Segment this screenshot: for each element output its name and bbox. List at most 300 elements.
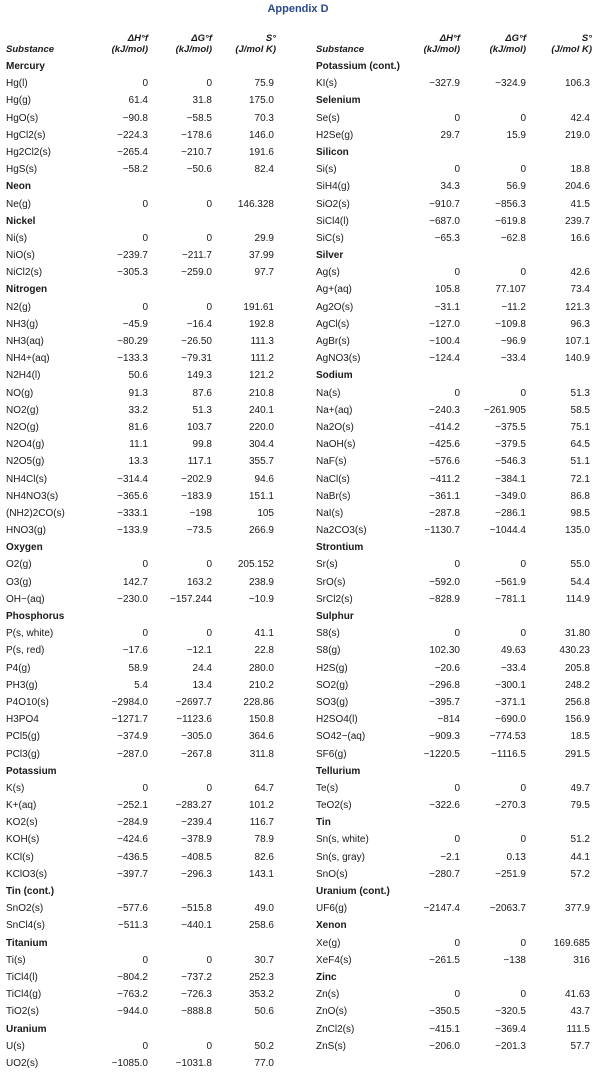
dh-cell: −511.3 <box>117 920 148 932</box>
dh-cell: 0 <box>454 387 460 399</box>
dh-cell: −365.6 <box>117 490 148 502</box>
s-cell: 78.9 <box>254 834 274 846</box>
dg-cell: −26.50 <box>181 336 212 347</box>
substance-cell: Te(s) <box>316 782 339 794</box>
s-cell: 55.0 <box>570 559 590 571</box>
table-row <box>6 1003 278 1020</box>
dg-cell: −378.9 <box>181 834 212 846</box>
dg-cell: 0 <box>206 1040 212 1052</box>
substance-cell: SO3(g) <box>316 696 349 708</box>
table-row <box>316 591 592 608</box>
dg-cell: −408.5 <box>181 851 212 863</box>
dg-cell: −211.7 <box>181 250 212 262</box>
substance-cell: Ne(g) <box>6 198 32 210</box>
s-cell: 44.1 <box>570 851 590 863</box>
substance-cell: KO2(s) <box>6 817 38 829</box>
s-cell: 49.0 <box>254 903 274 915</box>
table-row <box>316 488 592 505</box>
substance-cell: NaOH(s) <box>316 439 356 451</box>
dh-cell: −296.8 <box>429 679 460 691</box>
dg-cell: 0 <box>520 559 526 571</box>
s-cell: 191.6 <box>248 146 274 158</box>
dg-cell: −239.4 <box>181 817 212 829</box>
substance-cell: ZnO(s) <box>316 1006 348 1018</box>
dg-cell: −2697.7 <box>175 696 212 708</box>
substance-cell: OH−(aq) <box>6 593 45 605</box>
table-row <box>316 385 592 402</box>
table-row <box>6 453 278 470</box>
table-row <box>6 247 278 264</box>
dg-cell: −1044.4 <box>489 525 526 537</box>
header-substance: Substance <box>316 44 365 55</box>
table-row <box>6 1055 278 1072</box>
dg-cell: 15.9 <box>506 129 526 141</box>
table-row <box>316 866 592 883</box>
dh-cell: 0 <box>454 559 460 571</box>
table-row <box>6 591 278 608</box>
s-cell: 240.1 <box>248 404 274 416</box>
substance-cell: KOH(s) <box>6 834 40 846</box>
s-cell: 54.4 <box>570 576 590 588</box>
table-row <box>6 849 278 866</box>
dh-cell: 0 <box>454 989 460 1001</box>
s-cell: 228.86 <box>243 696 274 708</box>
dh-cell: −280.7 <box>429 868 460 880</box>
dg-cell: 0 <box>206 628 212 640</box>
dg-cell: 0 <box>520 937 526 949</box>
dh-cell: −90.8 <box>122 112 148 124</box>
table-row <box>6 969 278 986</box>
section-heading: Oxygen <box>6 542 43 554</box>
table-row <box>6 660 278 677</box>
table-row <box>316 333 592 350</box>
section-heading: Tellurium <box>316 765 361 777</box>
s-cell: 51.1 <box>570 456 590 468</box>
dh-cell: −230.0 <box>117 593 148 605</box>
substance-cell: N2O4(g) <box>6 439 45 451</box>
table-row <box>6 196 278 213</box>
dh-cell: 0 <box>142 628 148 640</box>
s-cell: 210.2 <box>248 679 274 691</box>
dh-cell: 50.6 <box>128 370 148 382</box>
dg-cell: 87.6 <box>192 387 212 399</box>
dh-cell: 61.4 <box>128 95 148 107</box>
substance-cell: UF6(g) <box>316 903 348 915</box>
table-row <box>6 952 278 969</box>
s-cell: 239.7 <box>564 215 590 227</box>
s-cell: 205.152 <box>237 559 274 571</box>
substance-cell: NO2(g) <box>6 404 39 416</box>
dg-cell: −96.9 <box>500 336 526 347</box>
s-cell: 238.9 <box>248 576 274 588</box>
table-row <box>6 625 278 642</box>
s-cell: 169.685 <box>553 937 590 949</box>
section-heading: Uranium (cont.) <box>316 886 390 897</box>
dh-cell: −577.6 <box>117 903 148 915</box>
s-cell: 18.8 <box>570 164 590 176</box>
dg-cell: −267.8 <box>181 748 212 760</box>
header-s: S° (J/mol K) <box>235 33 276 55</box>
substance-cell: H2SO4(l) <box>316 714 358 726</box>
dg-cell: −726.3 <box>181 989 212 1001</box>
s-cell: 106.3 <box>564 78 590 90</box>
table-row <box>6 110 278 127</box>
table-row <box>6 642 278 659</box>
dg-cell: 0 <box>206 78 212 90</box>
substance-cell: O2(g) <box>6 559 32 571</box>
table-row <box>316 75 592 92</box>
substance-cell: Sn(s, white) <box>316 834 369 846</box>
s-cell: 29.9 <box>254 232 274 244</box>
dg-cell: −16.4 <box>186 318 212 330</box>
s-cell: 111.2 <box>250 353 274 365</box>
s-cell: 37.99 <box>248 250 274 262</box>
s-cell: 94.6 <box>254 473 274 485</box>
table-row <box>6 831 278 848</box>
table-header <box>316 30 592 58</box>
dg-cell: 0 <box>206 559 212 571</box>
table-row <box>6 1038 278 1055</box>
section-heading: Uranium <box>6 1023 47 1035</box>
dg-cell: −781.1 <box>495 593 526 605</box>
dh-cell: −133.3 <box>117 353 148 365</box>
dg-cell: −324.9 <box>495 78 526 90</box>
dg-cell: 24.4 <box>192 662 212 674</box>
substance-cell: SO42−(aq) <box>316 731 366 743</box>
s-cell: 258.6 <box>248 920 274 932</box>
dh-cell: −361.1 <box>429 490 460 502</box>
section-heading: Selenium <box>316 95 361 107</box>
dh-cell: −687.0 <box>429 215 460 227</box>
table-row <box>316 264 592 281</box>
substance-cell: S8(g) <box>316 645 341 657</box>
dh-cell: 0 <box>454 112 460 124</box>
table-row <box>6 161 278 178</box>
dh-cell: −333.1 <box>117 507 148 519</box>
section-heading: Mercury <box>6 61 45 72</box>
substance-cell: Si(s) <box>316 164 337 176</box>
s-cell: 51.3 <box>570 387 590 399</box>
substance-cell: TiCl4(g) <box>6 989 42 1001</box>
table-row <box>316 900 592 917</box>
dg-cell: −369.4 <box>495 1023 526 1035</box>
dg-cell: −283.27 <box>175 800 212 812</box>
dg-cell: 56.9 <box>506 181 526 193</box>
dh-cell: 0 <box>142 782 148 794</box>
dh-cell: −284.9 <box>117 817 148 829</box>
table-row <box>6 436 278 453</box>
substance-cell: SiC(s) <box>316 232 344 244</box>
dh-cell: −327.9 <box>429 78 460 90</box>
s-cell: 256.8 <box>564 696 590 708</box>
substance-cell: KCl(s) <box>6 851 34 863</box>
dg-cell: −202.9 <box>181 473 212 485</box>
table-row <box>316 453 592 470</box>
s-cell: 121.2 <box>248 370 274 382</box>
dh-cell: −252.1 <box>117 800 148 812</box>
table-row <box>6 522 278 539</box>
header-dg: ΔG°f (kJ/mol) <box>175 33 212 55</box>
dg-cell: 0 <box>520 387 526 399</box>
substance-cell: K+(aq) <box>6 800 37 812</box>
table-row <box>6 402 278 419</box>
section-heading: Potassium <box>6 765 57 777</box>
substance-cell: P(s, red) <box>6 645 45 657</box>
table-row <box>6 230 278 247</box>
substance-cell: (NH2)2CO(s) <box>6 507 65 519</box>
dh-cell: −65.3 <box>434 232 460 244</box>
substance-cell: SnCl4(s) <box>6 920 45 932</box>
substance-cell: NaF(s) <box>316 456 347 468</box>
dh-cell: 0 <box>454 834 460 846</box>
table-row <box>316 522 592 539</box>
dg-cell: −2063.7 <box>489 903 526 915</box>
dh-cell: 0 <box>142 1040 148 1052</box>
substance-cell: Ni(s) <box>6 232 28 244</box>
substance-cell: HgO(s) <box>6 112 39 124</box>
section-heading: Zinc <box>316 971 337 983</box>
table-row <box>316 711 592 728</box>
table-row <box>6 814 278 831</box>
dg-cell: −737.2 <box>181 971 212 983</box>
substance-cell: N2O(g) <box>6 421 39 433</box>
dg-cell: 0 <box>520 267 526 279</box>
s-cell: 111.3 <box>250 336 274 347</box>
dh-cell: 58.9 <box>128 662 148 674</box>
s-cell: 43.7 <box>570 1006 590 1018</box>
dh-cell: −576.6 <box>429 456 460 468</box>
table-row <box>316 178 592 195</box>
table-row <box>6 780 278 797</box>
dh-cell: −1130.7 <box>424 525 460 537</box>
s-cell: 377.9 <box>564 903 590 915</box>
dh-cell: −20.6 <box>434 662 460 674</box>
s-cell: 18.5 <box>570 731 590 743</box>
substance-cell: P4(g) <box>6 662 31 674</box>
substance-cell: Hg2Cl2(s) <box>6 146 52 158</box>
table-row <box>6 556 278 573</box>
dg-cell: −286.1 <box>495 507 526 519</box>
dg-cell: −251.9 <box>495 868 526 880</box>
substance-cell: HgS(s) <box>6 164 38 176</box>
dh-cell: 105.8 <box>434 284 460 296</box>
dh-cell: 5.4 <box>134 679 148 691</box>
table-row <box>6 144 278 161</box>
table-row <box>6 350 278 367</box>
table-row <box>316 797 592 814</box>
s-cell: 192.8 <box>248 318 274 330</box>
table-row <box>6 419 278 436</box>
dg-cell: −11.2 <box>501 301 526 313</box>
dh-cell: 0 <box>142 954 148 966</box>
substance-cell: SiCl4(l) <box>316 215 349 227</box>
dh-cell: −910.7 <box>429 198 460 210</box>
dh-cell: 81.6 <box>128 421 148 433</box>
dh-cell: −80.29 <box>117 336 148 347</box>
s-cell: 16.6 <box>570 232 590 244</box>
s-cell: 175.0 <box>248 95 274 107</box>
table-row <box>316 642 592 659</box>
dg-cell: −109.8 <box>495 318 526 330</box>
substance-cell: SrCl2(s) <box>316 593 353 605</box>
dh-cell: 0 <box>142 559 148 571</box>
s-cell: 41.63 <box>564 989 590 1001</box>
table-row <box>316 831 592 848</box>
section-heading: Nickel <box>6 215 36 227</box>
table-row <box>316 127 592 144</box>
dh-cell: −2.1 <box>440 851 460 863</box>
dh-cell: 0 <box>454 267 460 279</box>
substance-cell: HNO3(g) <box>6 525 47 537</box>
s-cell: 430.23 <box>559 645 590 657</box>
table-row <box>316 986 592 1003</box>
table-row <box>6 711 278 728</box>
section-heading: Sodium <box>316 370 353 382</box>
substance-cell: Ag+(aq) <box>316 284 352 296</box>
dh-cell: −322.6 <box>429 800 460 812</box>
dg-cell: −320.5 <box>495 1006 526 1018</box>
dg-cell: 0 <box>520 989 526 1001</box>
s-cell: 75.1 <box>570 421 590 433</box>
dh-cell: −374.9 <box>117 731 148 743</box>
dg-cell: 31.8 <box>192 95 212 107</box>
s-cell: 50.2 <box>254 1040 274 1052</box>
substance-cell: Na2CO3(s) <box>316 525 367 537</box>
section-heading: Tin <box>316 817 331 829</box>
dg-cell: 0 <box>206 198 212 210</box>
substance-cell: H2Se(g) <box>316 129 354 141</box>
table-row <box>316 677 592 694</box>
dg-cell: −375.5 <box>495 421 526 433</box>
dh-cell: 0 <box>454 628 460 640</box>
dh-cell: −828.9 <box>429 593 460 605</box>
dg-cell: −300.1 <box>495 679 526 691</box>
table-row <box>316 436 592 453</box>
dh-cell: −58.2 <box>122 164 148 176</box>
s-cell: 57.7 <box>570 1040 590 1052</box>
dg-cell: −270.3 <box>495 800 526 812</box>
s-cell: 51.2 <box>570 834 590 846</box>
substance-cell: NaCl(s) <box>316 473 350 485</box>
s-cell: 248.2 <box>564 679 590 691</box>
substance-cell: Hg(g) <box>6 95 32 107</box>
substance-cell: Na2O(s) <box>316 421 354 433</box>
table-row <box>6 900 278 917</box>
dg-cell: −33.4 <box>500 353 526 365</box>
s-cell: 353.2 <box>248 989 274 1001</box>
s-cell: 64.5 <box>570 439 590 451</box>
substance-cell: NaI(s) <box>316 507 344 519</box>
dg-cell: −305.0 <box>181 731 212 743</box>
substance-cell: TiO2(s) <box>6 1006 39 1018</box>
s-cell: 316 <box>573 954 590 966</box>
dg-cell: −515.8 <box>181 903 212 915</box>
table-body-right <box>316 58 592 1055</box>
table-row <box>6 866 278 883</box>
dg-cell: 49.63 <box>500 645 526 657</box>
s-cell: 143.1 <box>248 868 274 880</box>
table-row <box>6 127 278 144</box>
dg-cell: −183.9 <box>181 490 212 502</box>
table-row <box>316 505 592 522</box>
substance-cell: TiCl4(l) <box>6 971 38 983</box>
substance-cell: TeO2(s) <box>316 800 352 812</box>
table-row <box>316 213 592 230</box>
substance-cell: ZnS(s) <box>316 1040 346 1052</box>
dg-cell: 149.3 <box>186 370 212 382</box>
table-row <box>6 92 278 109</box>
dg-cell: −856.3 <box>495 198 526 210</box>
dg-cell: 163.2 <box>186 576 212 588</box>
substance-cell: SiH4(g) <box>316 181 350 193</box>
dh-cell: −224.3 <box>117 129 148 141</box>
dh-cell: 29.7 <box>440 129 460 141</box>
section-heading: Neon <box>6 181 31 193</box>
dg-cell: −138 <box>503 954 526 966</box>
s-cell: 135.0 <box>564 525 590 537</box>
table-body-left <box>6 58 278 1072</box>
s-cell: 121.3 <box>564 301 590 313</box>
table-row <box>6 694 278 711</box>
s-cell: 73.4 <box>570 284 590 296</box>
section-heading: Tin (cont.) <box>6 886 55 897</box>
s-cell: 151.1 <box>248 490 274 502</box>
substance-cell: Xe(g) <box>316 937 341 949</box>
dh-cell: 13.3 <box>128 456 148 468</box>
section-heading: Xenon <box>316 920 347 932</box>
table-row <box>316 110 592 127</box>
dg-cell: −1031.8 <box>175 1057 212 1069</box>
table-row <box>316 780 592 797</box>
table-row <box>316 281 592 298</box>
substance-cell: NH4NO3(s) <box>6 490 59 502</box>
s-cell: 98.5 <box>570 507 590 519</box>
s-cell: 210.8 <box>248 387 274 399</box>
dh-cell: −45.9 <box>122 318 148 330</box>
dh-cell: −133.9 <box>117 525 148 537</box>
s-cell: 114.9 <box>565 593 590 605</box>
section-heading: Silver <box>316 250 344 262</box>
s-cell: 49.7 <box>570 782 590 794</box>
substance-cell: Hg(l) <box>6 78 28 90</box>
substance-cell: O3(g) <box>6 576 32 588</box>
s-cell: 116.7 <box>249 817 274 829</box>
dg-cell: 0 <box>520 628 526 640</box>
dh-cell: 102.30 <box>429 645 460 657</box>
substance-cell: PCl3(g) <box>6 748 40 760</box>
dh-cell: −1220.5 <box>423 748 460 760</box>
s-cell: 101.2 <box>248 800 274 812</box>
dh-cell: 0 <box>454 937 460 949</box>
substance-cell: Sr(s) <box>316 559 338 571</box>
substance-cell: AgNO3(s) <box>316 353 361 365</box>
s-cell: 150.8 <box>248 714 274 726</box>
substance-cell: Na(s) <box>316 387 341 399</box>
s-cell: 41.1 <box>254 628 274 640</box>
dh-cell: 0 <box>454 164 460 176</box>
dg-cell: −178.6 <box>181 129 212 141</box>
substance-cell: NH4Cl(s) <box>6 473 48 485</box>
substance-cell: AgCl(s) <box>316 318 350 330</box>
s-cell: 50.6 <box>254 1006 274 1018</box>
substance-cell: SF6(g) <box>316 748 347 760</box>
dg-cell: 103.7 <box>186 421 212 433</box>
s-cell: 304.4 <box>248 439 274 451</box>
section-heading: Silicon <box>316 146 349 158</box>
dh-cell: −287.8 <box>429 507 460 519</box>
dg-cell: −384.1 <box>495 473 526 485</box>
dh-cell: 0 <box>142 232 148 244</box>
